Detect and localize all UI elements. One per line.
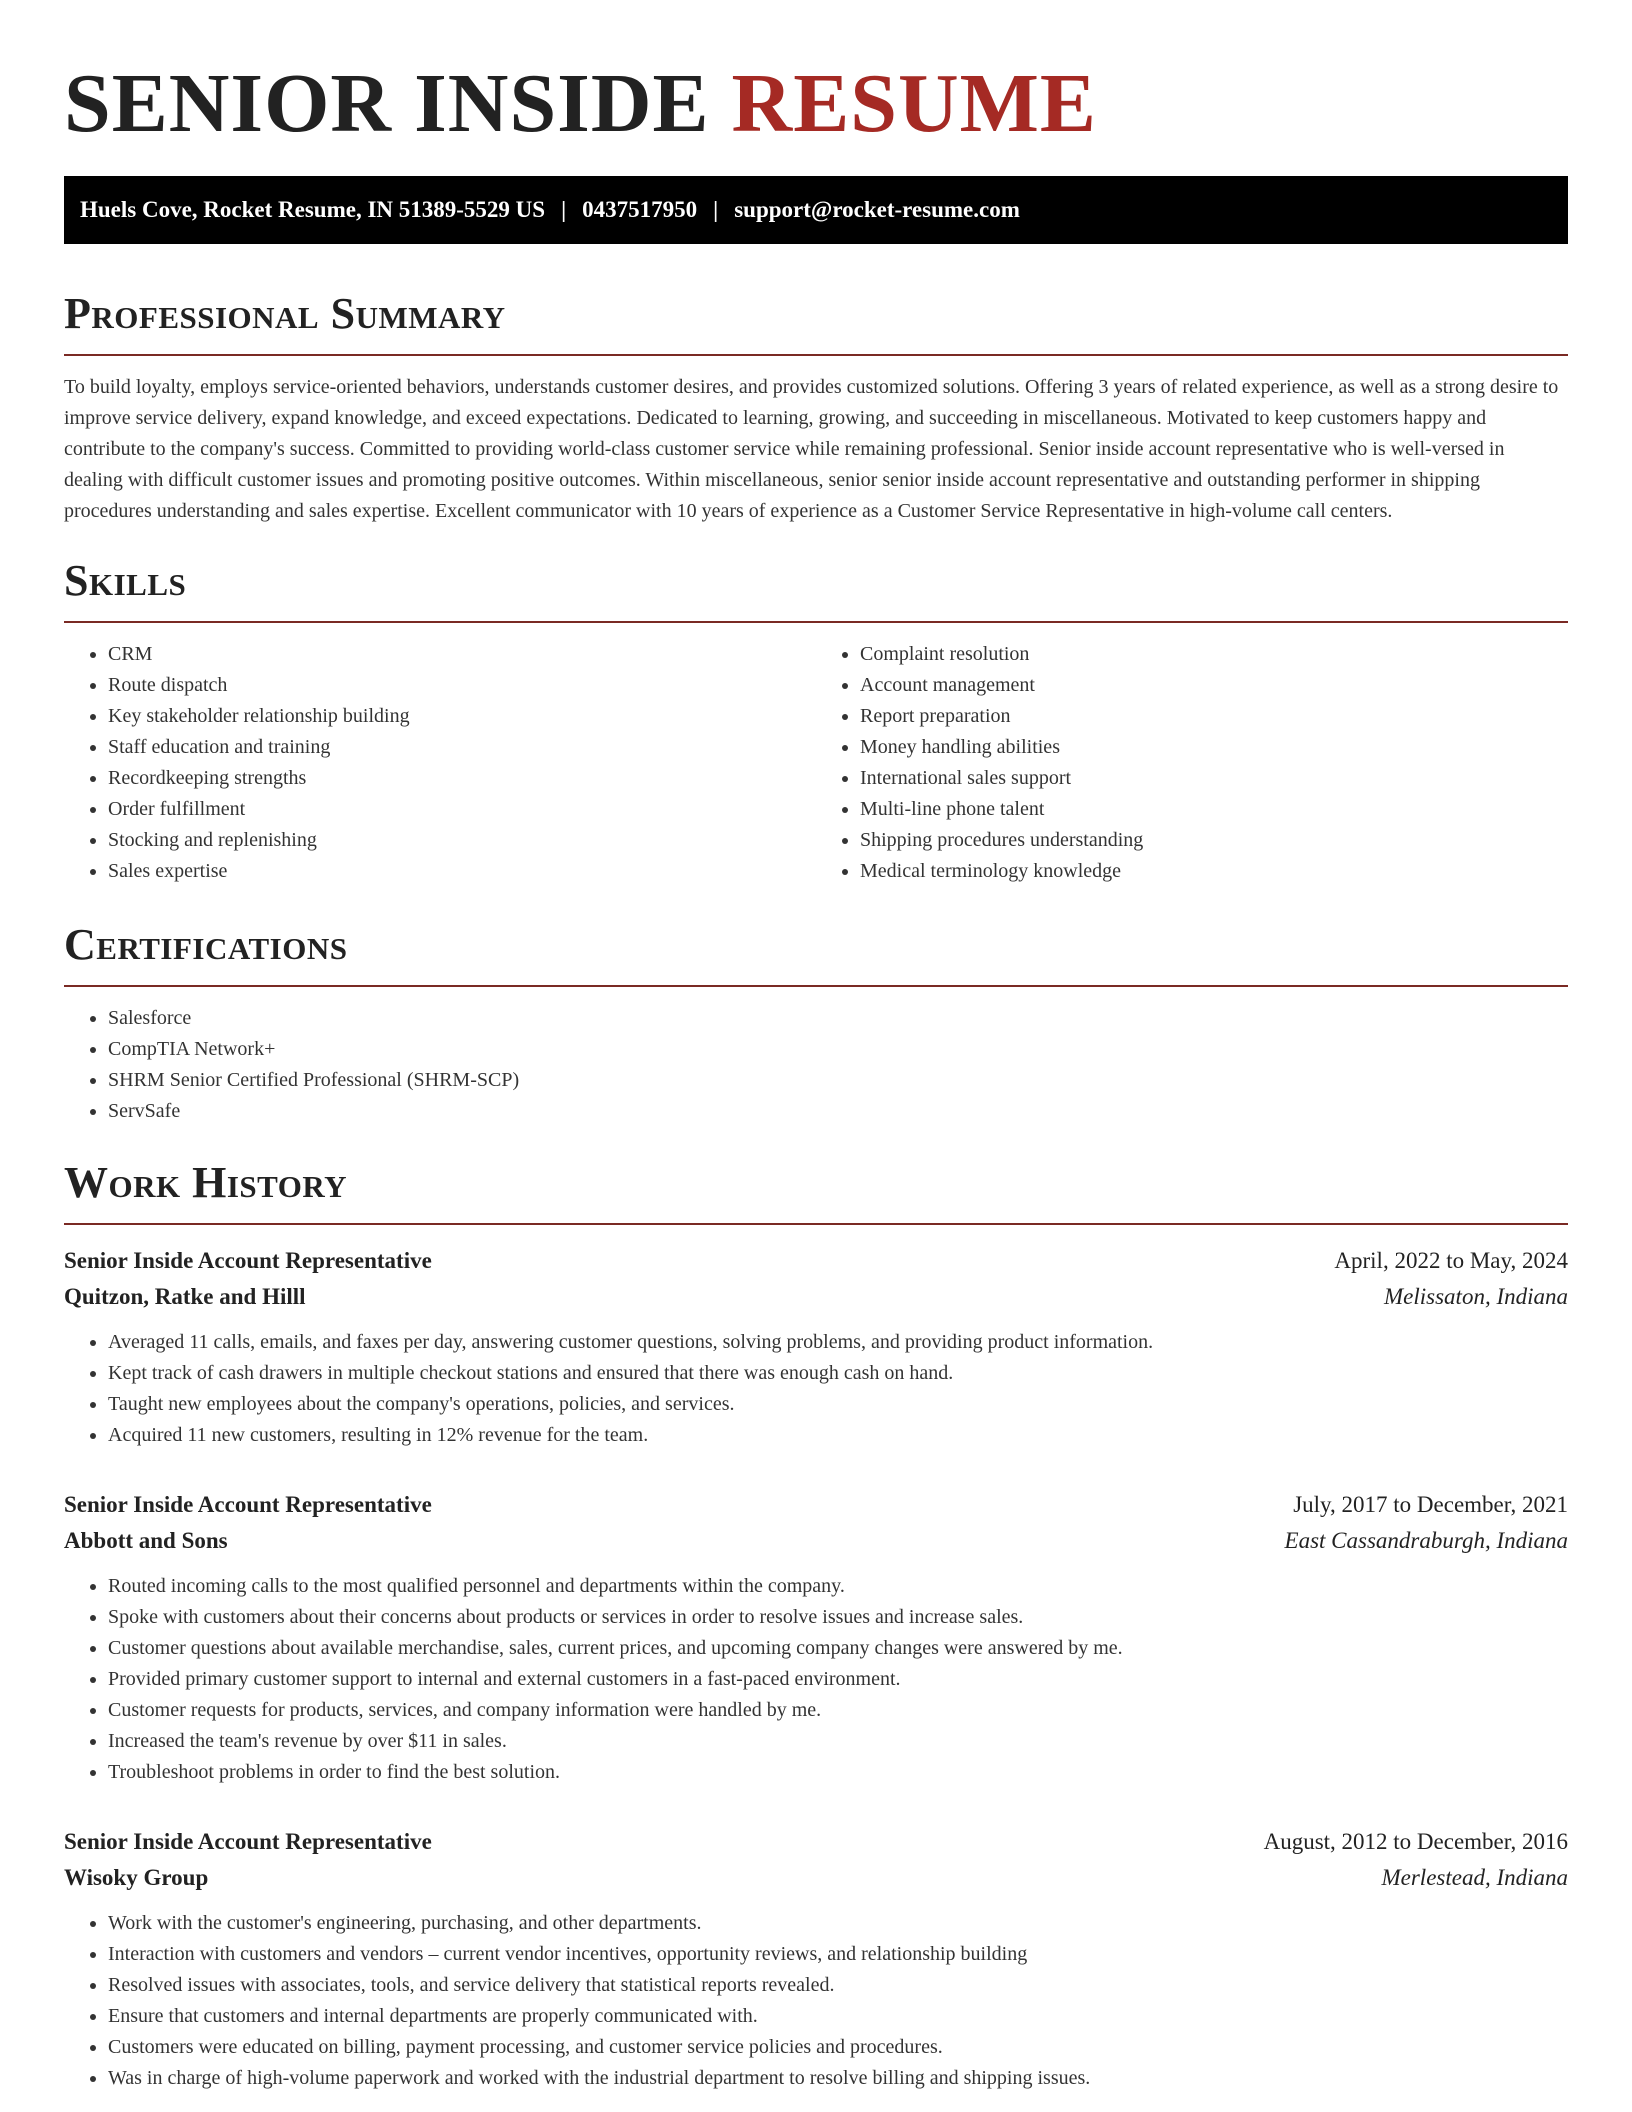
skill-item: • Money handling abilities xyxy=(860,732,1568,763)
certifications-list xyxy=(64,1003,1568,1127)
job-duty: • Interaction with customers and vendors – current vendor incentives, opportunity reviews, and relationship building xyxy=(108,1939,1568,1970)
job-dates: July, 2017 to December, 2021 xyxy=(1293,1492,1568,1517)
skill-item: • Stocking and replenishing xyxy=(108,825,816,856)
skill-item: • Key stakeholder relationship building xyxy=(108,701,816,732)
skill-item: • CRM xyxy=(108,639,816,670)
summary-heading: Professional Summary xyxy=(64,288,1568,356)
job-title: Senior Inside Account Representative xyxy=(64,1829,432,1854)
contact-email[interactable]: support@rocket-resume.com xyxy=(734,197,1020,222)
skill-item: • Complaint resolution xyxy=(860,639,1568,670)
job-duty: • Ensure that customers and internal departments are properly communicated with. xyxy=(108,2001,1568,2032)
skill-item: • Multi-line phone talent xyxy=(860,794,1568,825)
skills-heading: Skills xyxy=(64,555,1568,623)
job-company: Quitzon, Ratke and Hilll xyxy=(64,1284,306,1309)
job-duty: • Averaged 11 calls, emails, and faxes per day, answering customer questions, solving problems, and providing product information. xyxy=(108,1327,1568,1358)
job-duties xyxy=(64,1327,1568,1451)
job-duty: • Was in charge of high-volume paperwork and worked with the industrial department to resolve billing and shipping issues. xyxy=(108,2063,1568,2094)
job-location: Melissaton, Indiana xyxy=(1384,1284,1568,1309)
certification-item: • ServSafe xyxy=(108,1096,1568,1127)
skill-item: • Sales expertise xyxy=(108,856,816,887)
title-main: SENIOR INSIDE xyxy=(64,57,710,150)
skills-grid xyxy=(64,639,1568,887)
job-duty: • Routed incoming calls to the most qualified personnel and departments within the company. xyxy=(108,1571,1568,1602)
job-company-row xyxy=(64,1279,1568,1315)
skill-item: • Shipping procedures understanding xyxy=(860,825,1568,856)
contact-address: Huels Cove, Rocket Resume, IN 51389-5529 US xyxy=(80,197,546,222)
contact-separator: | xyxy=(561,197,567,222)
job-location: East Cassandraburgh, Indiana xyxy=(1284,1528,1568,1553)
title-accent: RESUME xyxy=(731,57,1097,150)
job-entry xyxy=(64,1487,1568,1788)
job-company: Wisoky Group xyxy=(64,1865,209,1890)
job-location: Merlestead, Indiana xyxy=(1381,1865,1568,1890)
certification-item: • SHRM Senior Certified Professional (SHRM-SCP) xyxy=(108,1065,1568,1096)
certification-item: • CompTIA Network+ xyxy=(108,1034,1568,1065)
job-duty: • Customer questions about available merchandise, sales, current prices, and upcoming company changes were answered by me. xyxy=(108,1633,1568,1664)
job-company: Abbott and Sons xyxy=(64,1528,228,1553)
skill-item: • Medical terminology knowledge xyxy=(860,856,1568,887)
skill-item: • Route dispatch xyxy=(108,670,816,701)
job-duty: • Customers were educated on billing, payment processing, and customer service policies and procedures. xyxy=(108,2032,1568,2063)
job-dates: August, 2012 to December, 2016 xyxy=(1263,1829,1568,1854)
job-duty: • Spoke with customers about their concerns about products or services in order to resolve issues and increase sales. xyxy=(108,1602,1568,1633)
resume-page xyxy=(64,0,1568,2094)
job-duties xyxy=(64,1908,1568,2094)
skill-item: • Staff education and training xyxy=(108,732,816,763)
certification-item: • Salesforce xyxy=(108,1003,1568,1034)
job-duty: • Taught new employees about the company's operations, policies, and services. xyxy=(108,1389,1568,1420)
job-duty: • Provided primary customer support to internal and external customers in a fast-paced environment. xyxy=(108,1664,1568,1695)
job-duty: • Resolved issues with associates, tools, and service delivery that statistical reports revealed. xyxy=(108,1970,1568,2001)
job-entry xyxy=(64,1243,1568,1451)
contact-separator: | xyxy=(713,197,719,222)
resume-title xyxy=(64,56,1568,152)
job-duty: • Kept track of cash drawers in multiple checkout stations and ensured that there was enough cash on hand. xyxy=(108,1358,1568,1389)
skill-item: • Account management xyxy=(860,670,1568,701)
job-title: Senior Inside Account Representative xyxy=(64,1248,432,1273)
job-company-row xyxy=(64,1523,1568,1559)
skills-list-right xyxy=(816,639,1568,887)
job-header-row xyxy=(64,1824,1568,1860)
job-header-row xyxy=(64,1243,1568,1279)
summary-text: To build loyalty, employs service-oriented behaviors, understands customer desires, and provides customized solutions. Offering 3 years of related experience, as well as a strong desire to improve service delivery, expand knowledge, and exceed expectations. Dedicated to learning, growing, and succeeding in miscellaneous. Motivated to keep customers happy and contribute to the company's success. Committed to providing world-class customer service while remaining professional. Senior inside account representative who is well-versed in dealing with difficult customer issues and promoting positive outcomes. Within miscellaneous, senior senior inside account representative and outstanding performer in shipping procedures understanding and sales expertise. Excellent communicator with 10 years of experience as a Customer Service Representative in high-volume call centers. xyxy=(64,376,1559,522)
contact-bar xyxy=(64,176,1568,244)
contact-phone: 0437517950 xyxy=(582,197,698,222)
job-duties xyxy=(64,1571,1568,1788)
job-entry xyxy=(64,1824,1568,2094)
skill-item: • International sales support xyxy=(860,763,1568,794)
job-duty: • Work with the customer's engineering, purchasing, and other departments. xyxy=(108,1908,1568,1939)
job-duty: • Increased the team's revenue by over $11 in sales. xyxy=(108,1726,1568,1757)
skill-item: • Report preparation xyxy=(860,701,1568,732)
job-company-row xyxy=(64,1860,1568,1896)
certifications-heading: Certifications xyxy=(64,919,1568,987)
skills-list-left xyxy=(64,639,816,887)
job-dates: April, 2022 to May, 2024 xyxy=(1334,1248,1568,1273)
job-duty: • Troubleshoot problems in order to find the best solution. xyxy=(108,1757,1568,1788)
skill-item: • Order fulfillment xyxy=(108,794,816,825)
job-duty: • Acquired 11 new customers, resulting in 12% revenue for the team. xyxy=(108,1420,1568,1451)
job-header-row xyxy=(64,1487,1568,1523)
skill-item: • Recordkeeping strengths xyxy=(108,763,816,794)
work-history-heading: Work History xyxy=(64,1157,1568,1225)
job-title: Senior Inside Account Representative xyxy=(64,1492,432,1517)
job-duty: • Customer requests for products, services, and company information were handled by me. xyxy=(108,1695,1568,1726)
